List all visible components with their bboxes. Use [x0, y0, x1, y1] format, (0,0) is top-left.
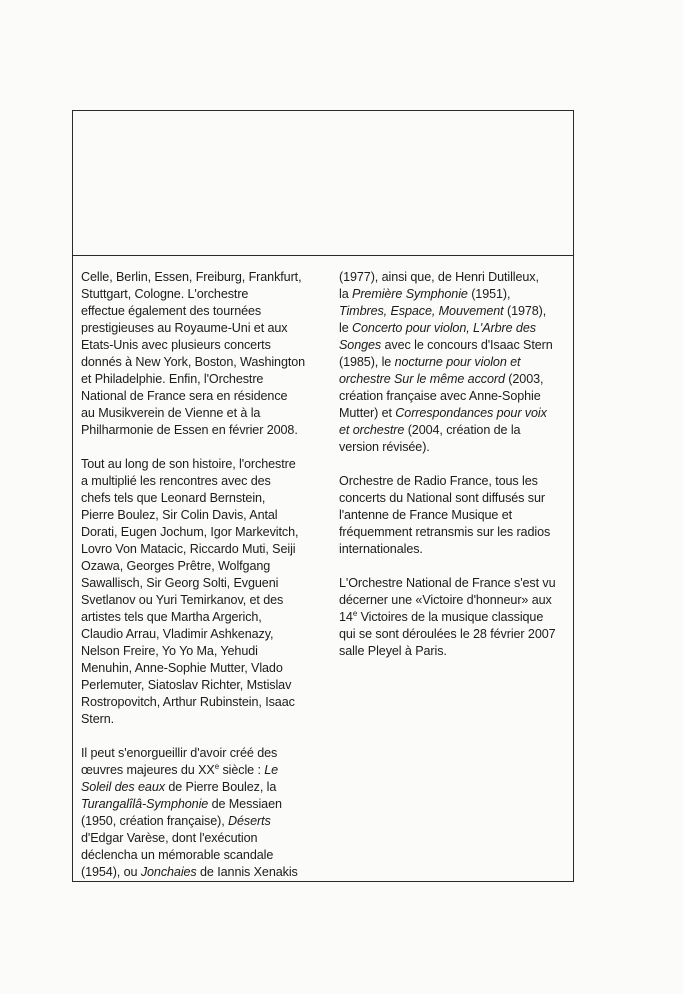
italic-title: Turangalîlâ-Symphonie	[81, 797, 209, 811]
text-line	[81, 762, 319, 779]
text-run: (2004, création de la	[404, 423, 521, 437]
text-line	[81, 337, 319, 354]
text-run: concerts du National sont diffusés sur	[339, 491, 545, 505]
text-run: l'antenne de France Musique et	[339, 508, 513, 522]
text-run: d'Edgar Varèse, dont l'exécution	[81, 831, 258, 845]
superscript: e	[352, 608, 358, 618]
text-line	[81, 813, 319, 830]
text-run: National de France sera en résidence	[81, 389, 288, 403]
text-line	[81, 303, 319, 320]
text-line	[339, 609, 575, 626]
text-run: (1977), ainsi que, de Henri Dutilleux,	[339, 270, 539, 284]
text-line	[81, 405, 319, 422]
text-run: siècle :	[219, 763, 265, 777]
text-run: de Messiaen	[208, 797, 282, 811]
text-run: (1985), le	[339, 355, 395, 369]
text-run: et Philadelphie. Enfin, l'Orchestre	[81, 372, 264, 386]
text-run: Celle, Berlin, Essen, Freiburg, Frankfurt,	[81, 270, 302, 284]
text-line	[339, 354, 575, 371]
text-run: chefs tels que Leonard Bernstein,	[81, 491, 266, 505]
text-run: création française avec Anne-Sophie	[339, 389, 541, 403]
text-line	[339, 371, 575, 388]
text-line	[81, 626, 319, 643]
text-run: (1951),	[467, 287, 511, 301]
text-run: Pierre Boulez, Sir Colin Davis, Antal	[81, 508, 278, 522]
text-line	[81, 643, 319, 660]
text-line	[339, 643, 575, 660]
text-line	[339, 405, 575, 422]
text-run: version révisée).	[339, 440, 430, 454]
text-line	[81, 677, 319, 694]
text-run: (1950, création française),	[81, 814, 229, 828]
text-run: le	[339, 321, 353, 335]
text-run: Menuhin, Anne-Sophie Mutter, Vlado	[81, 661, 283, 675]
text-run: Orchestre de Radio France, tous les	[339, 474, 538, 488]
paragraph	[339, 575, 575, 660]
text-line	[81, 507, 319, 524]
text-run: donnés à New York, Boston, Washington	[81, 355, 306, 369]
text-line	[81, 592, 319, 609]
text-line	[339, 286, 575, 303]
italic-title: nocturne pour violon et	[394, 355, 521, 369]
text-line	[81, 473, 319, 490]
text-run: Etats-Unis avec plusieurs concerts	[81, 338, 271, 352]
image-placeholder-box	[73, 111, 573, 256]
italic-title: orchestre Sur le même accord	[339, 372, 505, 386]
text-run: Claudio Arrau, Vladimir Ashkenazy,	[81, 627, 274, 641]
paragraph	[81, 745, 319, 881]
text-run: Ozawa, Georges Prêtre, Wolfgang	[81, 559, 271, 573]
text-line	[81, 541, 319, 558]
text-run: 14	[339, 610, 353, 624]
text-line	[339, 524, 575, 541]
left-column	[81, 269, 319, 898]
text-run: Dorati, Eugen Jochum, Igor Markevitch,	[81, 525, 299, 539]
text-run: décerner une «Victoire d'honneur» aux	[339, 593, 552, 607]
text-line	[339, 575, 575, 592]
text-line	[81, 575, 319, 592]
text-line	[81, 388, 319, 405]
paragraph	[81, 269, 319, 439]
text-line	[81, 711, 319, 728]
text-line	[81, 490, 319, 507]
italic-title: Jonchaies	[140, 865, 197, 879]
italic-title: Correspondances pour voix	[395, 406, 547, 420]
text-run: Sawallisch, Sir Georg Solti, Evgueni	[81, 576, 279, 590]
text-run: Stern.	[81, 712, 114, 726]
text-run: salle Pleyel à Paris.	[339, 644, 447, 658]
text-line	[81, 456, 319, 473]
text-run: effectue également des tournées	[81, 304, 262, 318]
text-run: (1978),	[503, 304, 547, 318]
text-line	[339, 388, 575, 405]
text-run: prestigieuses au Royaume-Uni et aux	[81, 321, 288, 335]
text-run: a multiplié les rencontres avec des	[81, 474, 271, 488]
text-run: qui se sont déroulées le 28 février 2007	[339, 627, 556, 641]
text-run: la	[339, 287, 353, 301]
superscript: e	[214, 761, 220, 771]
text-run: (1954), ou	[81, 865, 141, 879]
content-frame	[72, 110, 574, 882]
text-run: Rostropovitch, Arthur Rubinstein, Isaac	[81, 695, 295, 709]
text-line	[81, 609, 319, 626]
text-run: au Musikverein de Vienne et à la	[81, 406, 261, 420]
text-line	[339, 422, 575, 439]
text-line	[81, 830, 319, 847]
right-column	[339, 269, 575, 677]
text-line	[81, 558, 319, 575]
text-line	[339, 626, 575, 643]
text-line	[339, 473, 575, 490]
italic-title: Concerto pour violon, L'Arbre des	[352, 321, 536, 335]
text-line	[339, 269, 575, 286]
text-run: Lovro Von Matacic, Riccardo Muti, Seiji	[81, 542, 296, 556]
text-run: Mutter) et	[339, 406, 396, 420]
italic-title: et orchestre	[339, 423, 405, 437]
text-run: Perlemuter, Siatoslav Richter, Mstislav	[81, 678, 292, 692]
text-run: Svetlanov ou Yuri Temirkanov, et des	[81, 593, 284, 607]
text-run: Nelson Freire, Yo Yo Ma, Yehudi	[81, 644, 258, 658]
text-run: Stuttgart, Cologne. L'orchestre	[81, 287, 249, 301]
text-run: L'Orchestre National de France s'est vu	[339, 576, 556, 590]
italic-title: Timbres, Espace, Mouvement	[339, 304, 504, 318]
text-line	[339, 439, 575, 456]
paragraph	[339, 473, 575, 558]
text-run: internationales.	[339, 542, 423, 556]
text-line	[81, 524, 319, 541]
text-line	[81, 354, 319, 371]
text-run: Victoires de la musique classique	[357, 610, 544, 624]
italic-title: Première Symphonie	[352, 287, 468, 301]
text-line	[339, 592, 575, 609]
paragraph	[81, 456, 319, 728]
text-line	[81, 745, 319, 762]
text-line	[81, 371, 319, 388]
italic-title: Le	[264, 763, 279, 777]
text-line	[81, 286, 319, 303]
text-line	[81, 422, 319, 439]
text-run: (2003,	[504, 372, 544, 386]
text-run: œuvres majeures du XX	[81, 763, 215, 777]
text-line	[81, 796, 319, 813]
text-run: fréquemment retransmis sur les radios	[339, 525, 551, 539]
text-run: Il peut s'enorgueillir d'avoir créé des	[81, 746, 278, 760]
text-run: de Pierre Boulez, la	[164, 780, 277, 794]
text-line	[81, 779, 319, 796]
text-line	[81, 694, 319, 711]
text-run: avec le concours d'Isaac Stern	[381, 338, 553, 352]
text-run: artistes tels que Martha Argerich,	[81, 610, 262, 624]
text-line	[81, 269, 319, 286]
text-line	[339, 490, 575, 507]
text-run: Tout au long de son histoire, l'orchestre	[81, 457, 296, 471]
text-run: déclencha un mémorable scandale	[81, 848, 274, 862]
text-line	[81, 847, 319, 864]
text-run: de Iannis Xenakis	[196, 865, 298, 879]
paragraph	[339, 269, 575, 456]
text-line	[81, 320, 319, 337]
text-line	[339, 337, 575, 354]
italic-title: Déserts	[228, 814, 271, 828]
text-line	[339, 541, 575, 558]
italic-title: Songes	[339, 338, 382, 352]
text-line	[81, 660, 319, 677]
text-run: Philharmonie de Essen en février 2008.	[81, 423, 298, 437]
text-line	[81, 864, 319, 881]
text-line	[339, 507, 575, 524]
italic-title: Soleil des eaux	[81, 780, 165, 794]
text-line	[339, 303, 575, 320]
text-line	[339, 320, 575, 337]
